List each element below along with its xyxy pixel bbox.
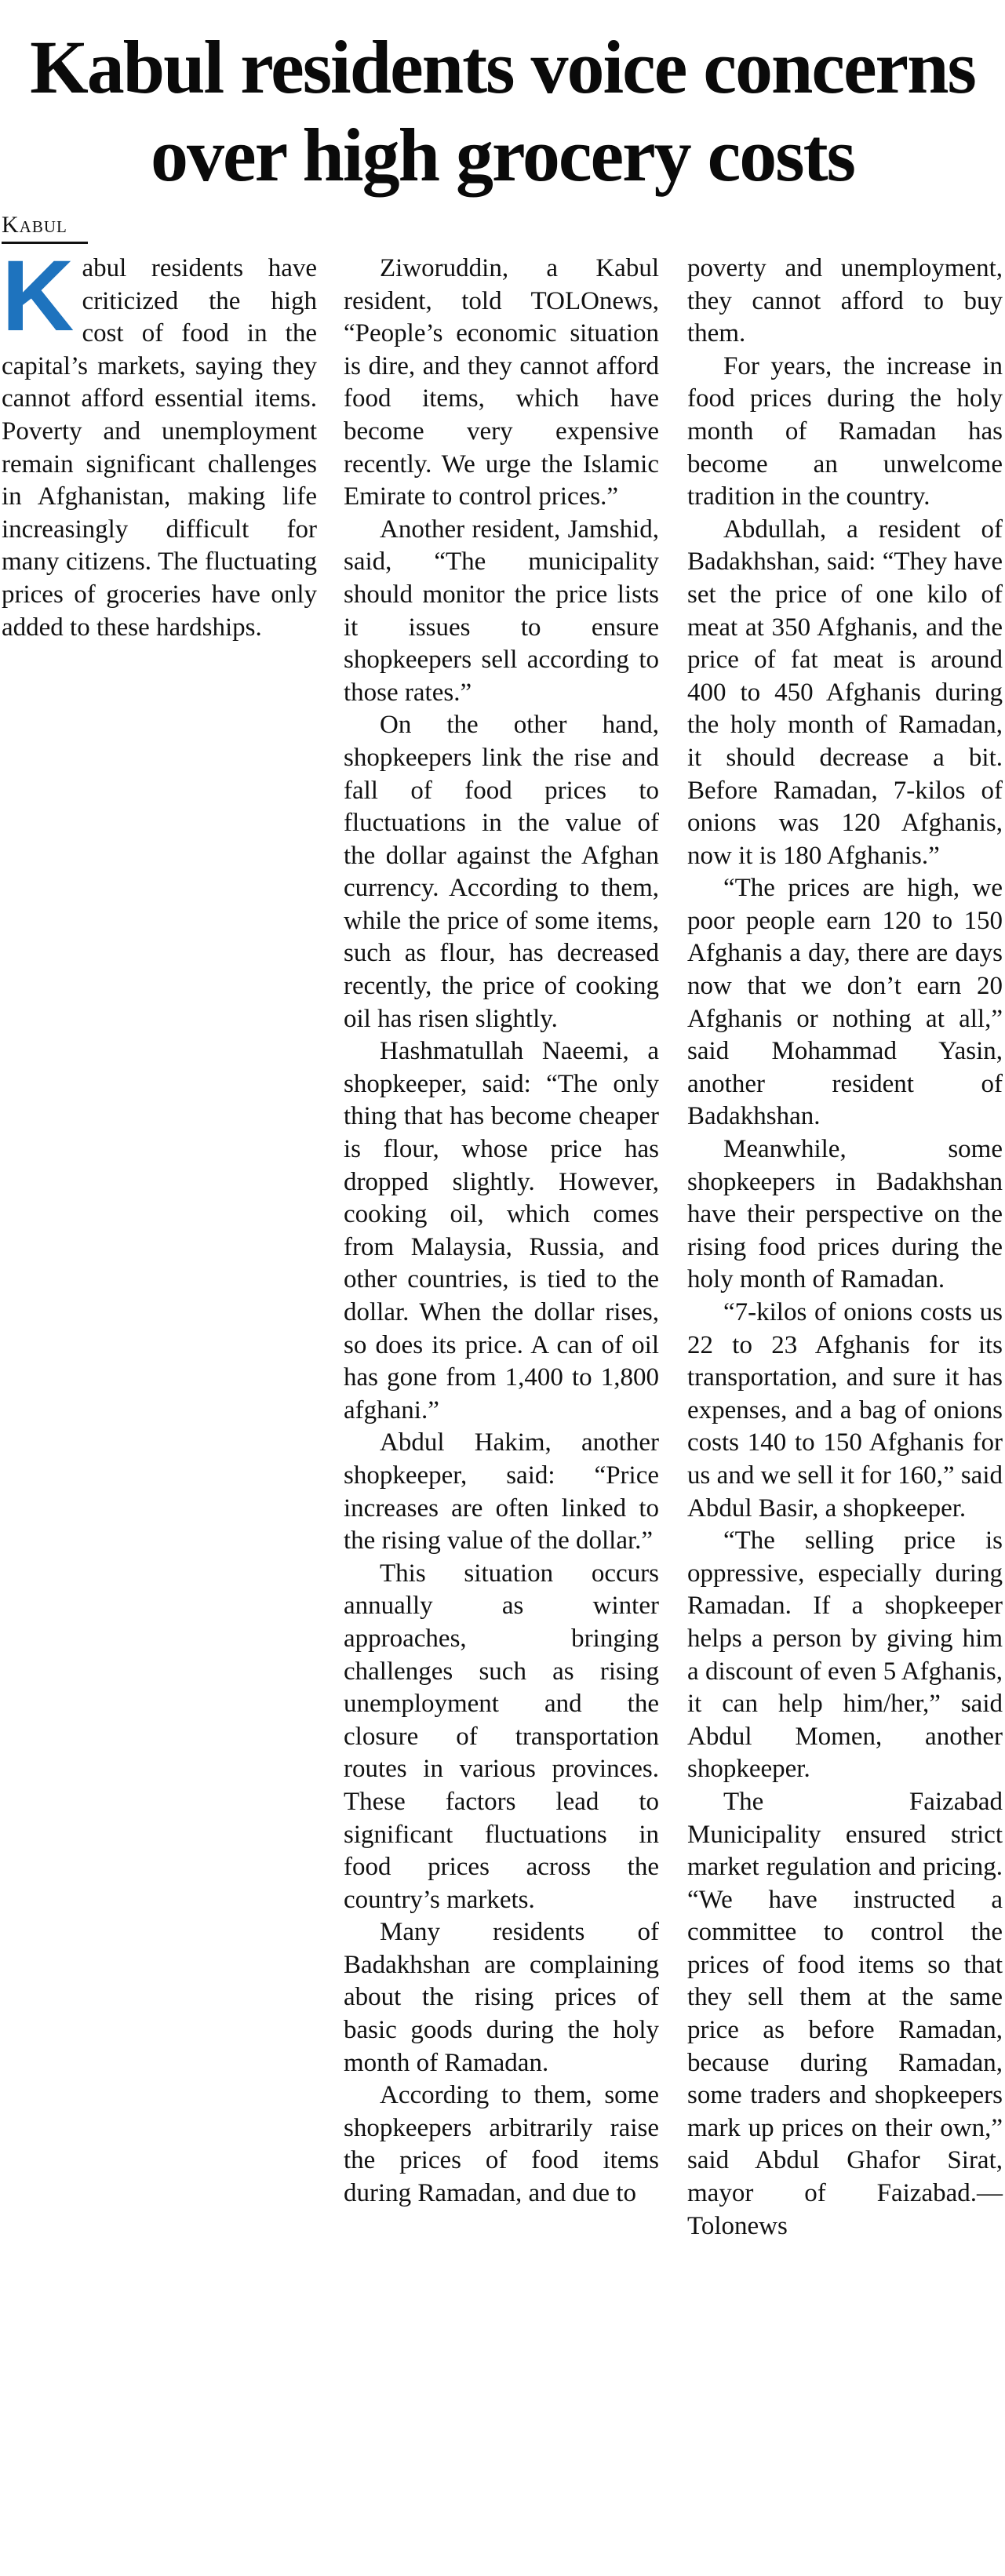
paragraph: Meanwhile, some shopkeepers in Badakhshan have their perspective on the rising food prices during the holy month of Ramadan. [687,1135,1003,1294]
column-1 [2,240,317,644]
paragraph: “The selling price is oppressive, especially during Ramadan. If a shopkeeper helps a person by giving him a discount of even 5 Afghanis, it can help him/her,” said Abdul Momen, another shopkeeper. [687,1526,1003,1784]
paragraph: This situation occurs annually as winter approaches, bringing challenges such as rising unemployment and the closure of transportation routes in various provinces. These factors lead to significant fluctuations in food prices across the country’s markets. [344,1559,659,1914]
paragraph: poverty and unemployment, they cannot afford to buy them. [687,254,1003,348]
paragraph: Hashmatullah Naeemi, a shopkeeper, said: “The only thing that has become cheaper is flour, whose price has dropped slightly. However, cooking oil, which comes from Malaysia, Russia, and other countries, is tied to the dollar. When the dollar rises, so does its price. A can of oil has gone from 1,400 to 1,800 afghani.” [344,1037,659,1424]
paragraph: The Faizabad Municipality ensured strict market regulation and pricing. “We have instructed a committee to control the prices of food items so that they sell them at the same price as before Ramadan, because during Ramadan, some traders and shopkeepers mark up prices on their own,” said Abdul Ghafor Sirat, mayor of Faizabad.—Tolonews [687,1787,1003,2240]
paragraph [2,240,317,644]
dateline: Kabul [2,212,88,244]
paragraph: “The prices are high, we poor people earn 120 to 150 Afghanis a day, there are days now that we don’t earn 20 Afghanis or nothing at all,” said Mohammad Yasin, another resident of Badakhshan. [687,874,1003,1131]
paragraph: Another resident, Jamshid, said, “The municipality should monitor the price lists it issues to ensure shopkeepers sell according to those rates.” [344,515,659,707]
paragraph: Abdullah, a resident of Badakhshan, said: “They have set the price of one kilo of meat at 350 Afghanis, and the price of fat meat is around 400 to 450 Afghanis during the holy month of Ramadan, it should decrease a bit. Before Ramadan, 7-kilos of onions was 120 Afghanis, now it is 180 Afghanis.” [687,515,1003,870]
column-2 [344,253,659,2210]
headline-line-2: over high grocery costs [151,113,854,197]
paragraph: According to them, some shopkeepers arbitrarily raise the prices of food items during Ramadan, and due to [344,2081,659,2208]
paragraph: On the other hand, shopkeepers link the rise and fall of food prices to fluctuations in the value of the dollar against the Afghan currency. According to them, while the price of some items, such as flour, has decreased recently, the price of cooking oil has risen slightly. [344,711,659,1033]
paragraph: “7-kilos of onions costs us 22 to 23 Afghanis for its transportation, and sure it has expenses, and a bag of onions costs 140 to 150 Afghanis for us and we sell it for 160,” said Abdul Basir, a shopkeeper. [687,1298,1003,1523]
article-body [0,240,1005,2559]
column-3 [687,253,1003,2243]
paragraph-text: abul residents have criticized the high cost of food in the capital’s markets, saying they cannot afford essential items. Poverty and unemployment remain significant challenges in Afghanistan, making life increasingly difficult for many citizens. The fluctuating prices of groceries have only added to these hardships. [2,254,317,642]
drop-cap: K [2,240,75,352]
headline-line-1: Kabul residents voice concerns [30,25,975,109]
paragraph: Abdul Hakim, another shopkeeper, said: “Price increases are often linked to the rising value of the dollar.” [344,1428,659,1555]
paragraph: Many residents of Badakhshan are complaining about the rising prices of basic goods during the holy month of Ramadan. [344,1918,659,2077]
paragraph: For years, the increase in food prices during the holy month of Ramadan has become an unwelcome tradition in the country. [687,351,1003,511]
paragraph: Ziworuddin, a Kabul resident, told TOLOnews, “People’s economic situation is dire, and they cannot afford food items, which have become very expensive recently. We urge the Islamic Emirate to control prices.” [344,254,659,511]
headline [0,0,1005,199]
